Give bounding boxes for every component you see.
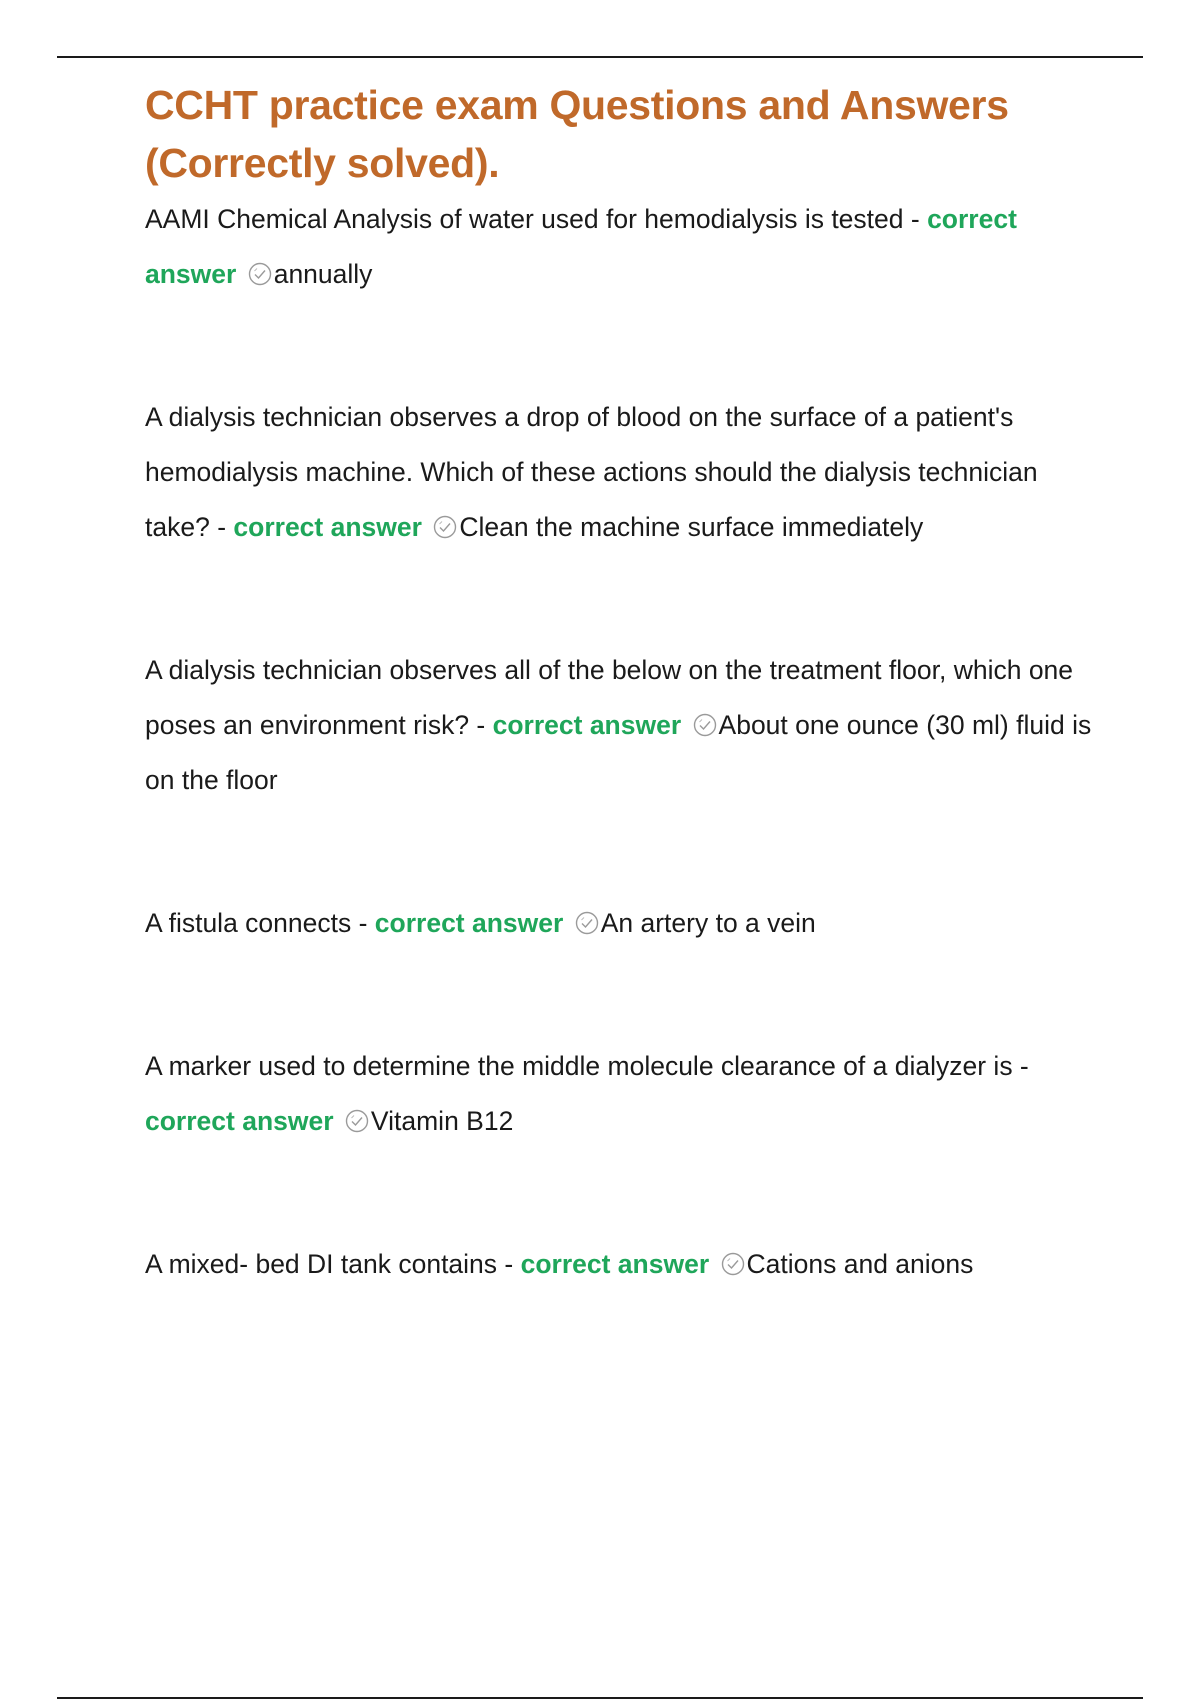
question-text: A fistula connects - <box>145 908 375 938</box>
document-title: CCHT practice exam Questions and Answers (Correctly solved). <box>145 82 1009 186</box>
question-text: A marker used to determine the middle molecule clearance of a dialyzer is - <box>145 1051 1029 1081</box>
check-circle-icon <box>433 515 457 539</box>
answer-text: About one ounce (30 ml) fluid is on the floor <box>145 710 1092 795</box>
answer-text: An artery to a vein <box>600 908 816 938</box>
qa-item <box>145 643 1105 808</box>
correct-answer-label: correct answer <box>520 1249 710 1279</box>
question-text: AAMI Chemical Analysis of water used for hemodialysis is tested - <box>145 204 928 234</box>
qa-item <box>145 896 1105 951</box>
qa-item <box>145 192 1105 302</box>
correct-answer-label: correct answer <box>145 204 1017 289</box>
check-circle-icon <box>345 1109 369 1133</box>
correct-answer-label: correct answer <box>233 512 422 542</box>
qa-item <box>145 1237 1105 1292</box>
answer-text: Clean the machine surface immediately <box>459 512 924 542</box>
check-circle-icon <box>248 262 272 286</box>
answer-text: Cations and anions <box>746 1249 974 1279</box>
answer-text: Vitamin B12 <box>370 1106 514 1136</box>
question-text: A dialysis technician observes all of the below on the treatment floor, which one poses an environment risk? - <box>145 655 1074 740</box>
qa-item <box>145 390 1105 555</box>
correct-answer-label: correct answer <box>492 710 682 740</box>
answer-text: annually <box>273 259 373 289</box>
check-circle-icon <box>575 911 599 935</box>
top-rule <box>57 56 1143 58</box>
qa-item <box>145 1039 1105 1149</box>
check-circle-icon <box>721 1252 745 1276</box>
correct-answer-label: correct answer <box>145 1106 334 1136</box>
correct-answer-label: correct answer <box>374 908 564 938</box>
check-circle-icon <box>693 713 717 737</box>
bottom-rule <box>57 1697 1143 1699</box>
question-text: A mixed- bed DI tank contains - <box>145 1249 521 1279</box>
question-text: A dialysis technician observes a drop of blood on the surface of a patient's hemodialysis machine. Which of these actions should the dialysis technician take? - <box>145 402 1038 542</box>
document-body <box>145 76 1105 1292</box>
